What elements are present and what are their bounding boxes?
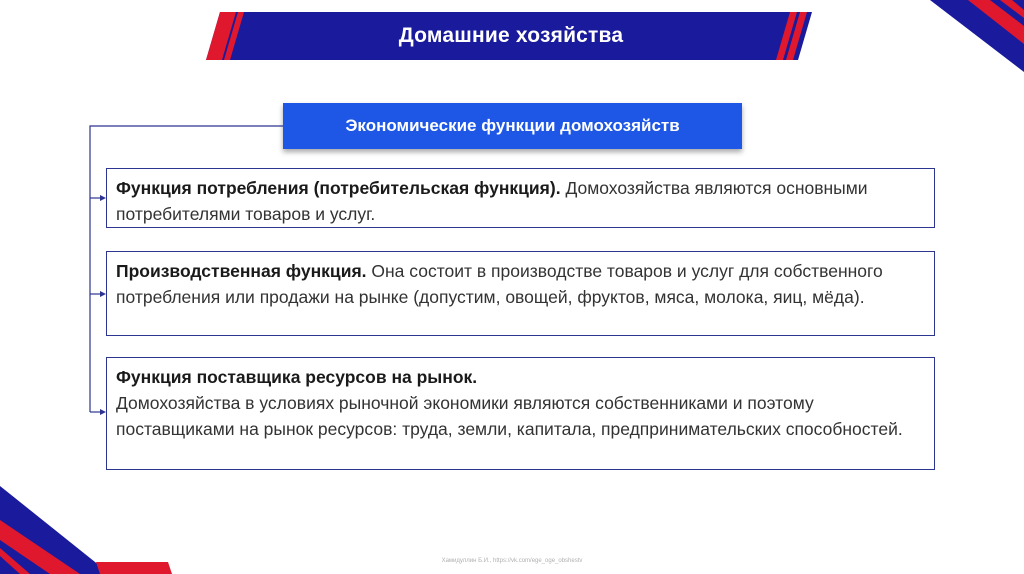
function-text: Она состоит в производстве товаров и услуг для собственного потребления или продажи на рынке (допустим, овощей, фруктов, мяса, молока, яиц, мёда). xyxy=(116,261,883,307)
function-box-consumption xyxy=(106,168,935,228)
page-title: Домашние хозяйства xyxy=(398,24,624,47)
function-heading: Функция потребления (потребительская функция). xyxy=(116,178,561,198)
function-heading: Производственная функция. xyxy=(116,261,367,281)
function-box-resource-supplier xyxy=(106,357,935,470)
function-heading: Функция поставщика ресурсов на рынок. xyxy=(116,367,478,387)
function-box-production xyxy=(106,251,935,336)
footer-credit: Хамидуллин Б.И., https://vk.com/ege_oge_obshestv xyxy=(441,558,583,564)
function-text: Домохозяйства в условиях рыночной экономики являются собственниками и поэтому поставщиками на рынок ресурсов: труда, земли, капитала, предпринимательских способностей. xyxy=(116,393,903,439)
function-text: Домохозяйства являются основными потребителями товаров и услуг. xyxy=(116,178,868,224)
subtitle-box: Экономические функции домохозяйств xyxy=(283,103,742,149)
